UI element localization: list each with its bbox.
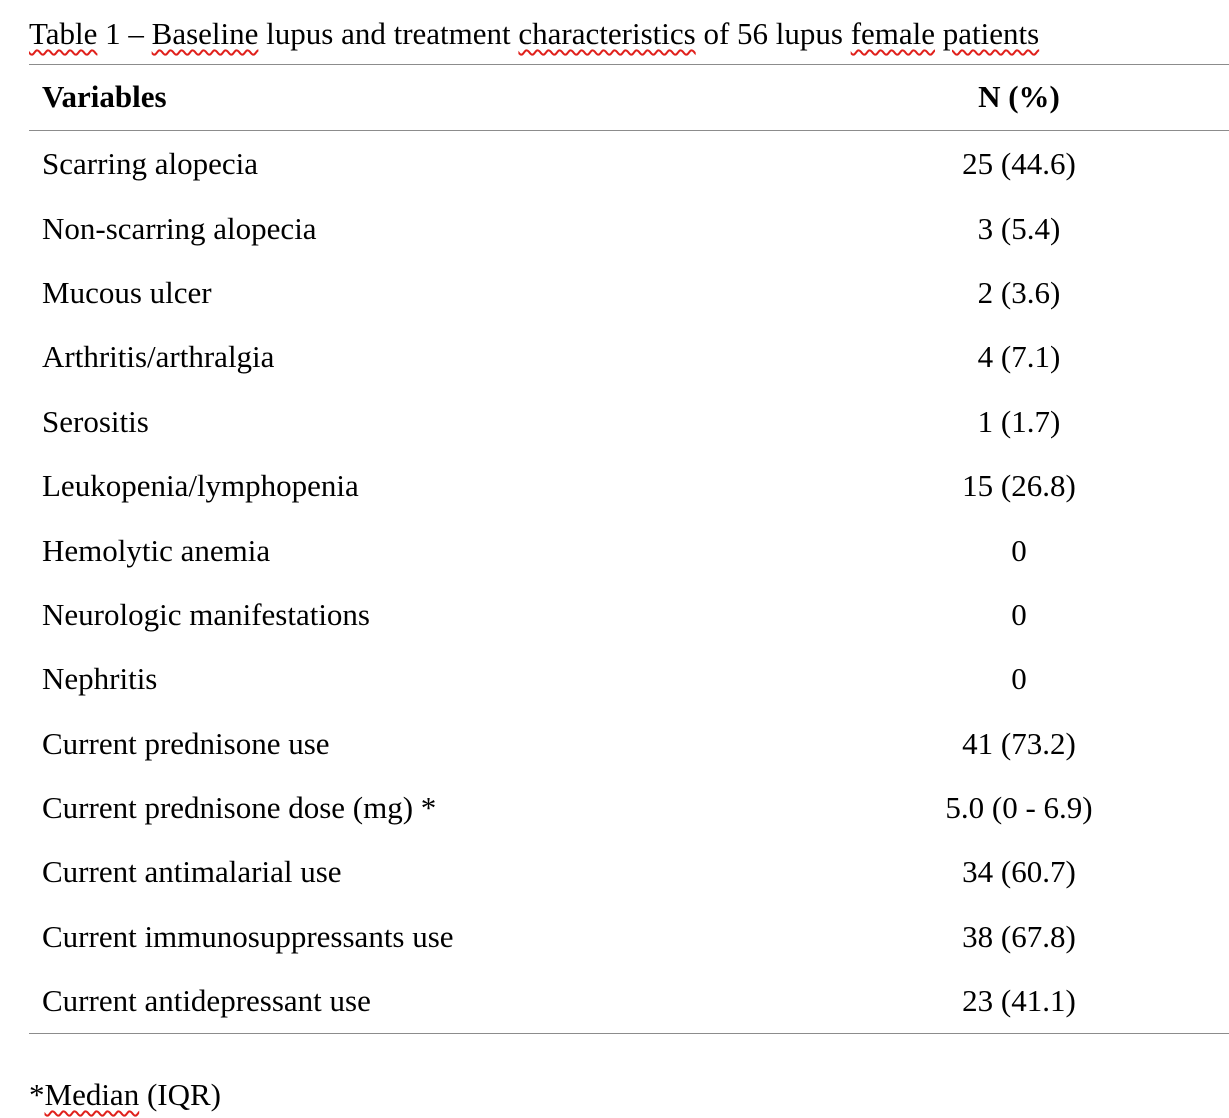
row-label: Scarring alopecia <box>42 146 259 182</box>
table-row <box>29 454 1229 518</box>
table-footnote <box>29 1075 221 1115</box>
row-label: Current antimalarial use <box>42 854 342 890</box>
table-row <box>29 905 1229 969</box>
table-top-rule <box>29 64 1229 65</box>
row-value: 15 (26.8) <box>962 468 1076 504</box>
row-label: Mucous ulcer <box>42 274 212 310</box>
caption-word-baseline: Baseline <box>151 16 259 51</box>
table-row <box>29 518 1229 582</box>
table-row <box>29 969 1229 1033</box>
table-row <box>29 712 1229 776</box>
row-label: Serositis <box>42 403 149 439</box>
table-row <box>29 196 1229 260</box>
header-n-percent: N (%) <box>978 79 1060 114</box>
table-caption <box>29 14 1039 54</box>
row-value: 0 <box>1011 532 1027 568</box>
row-label: Current antidepressant use <box>42 983 371 1019</box>
table-row <box>29 776 1229 840</box>
row-label: Current immunosuppressants use <box>42 918 454 954</box>
table-row <box>29 840 1229 904</box>
row-value: 38 (67.8) <box>962 918 1076 954</box>
table-row <box>29 132 1229 196</box>
table-row <box>29 647 1229 711</box>
table-row <box>29 325 1229 389</box>
row-value: 34 (60.7) <box>962 854 1076 890</box>
row-value: 1 (1.7) <box>977 403 1061 439</box>
caption-text-part3: of 56 lupus <box>695 16 851 51</box>
row-value: 41 (73.2) <box>962 725 1076 761</box>
table-row <box>29 390 1229 454</box>
row-label: Nephritis <box>42 661 158 697</box>
caption-word-female: female <box>850 16 936 51</box>
row-label: Neurologic manifestations <box>42 596 370 632</box>
row-label: Arthritis/arthralgia <box>42 339 275 375</box>
footnote-word-median: Median <box>44 1077 140 1112</box>
row-value: 25 (44.6) <box>962 146 1076 182</box>
row-label: Leukopenia/lymphopenia <box>42 468 359 504</box>
table-row <box>29 261 1229 325</box>
caption-text-part4 <box>935 16 943 51</box>
row-label: Current prednisone use <box>42 725 330 761</box>
row-label: Non-scarring alopecia <box>42 210 317 246</box>
caption-word-table: Table <box>29 16 98 51</box>
row-label: Hemolytic anemia <box>42 532 271 568</box>
footnote-rest: (IQR) <box>139 1077 221 1112</box>
table-bottom-rule <box>29 1033 1229 1034</box>
row-value: 23 (41.1) <box>962 983 1076 1019</box>
row-value: 2 (3.6) <box>977 274 1061 310</box>
table-header-row <box>29 66 1229 128</box>
caption-text-part1: 1 – <box>97 16 152 51</box>
row-value: 3 (5.4) <box>977 210 1061 246</box>
caption-text-part2: lupus and treatment <box>258 16 519 51</box>
caption-word-characteristics: characteristics <box>518 16 696 51</box>
table-header-rule <box>29 130 1229 131</box>
row-value: 5.0 (0 - 6.9) <box>945 790 1093 826</box>
row-label: Current prednisone dose (mg) * <box>42 790 437 826</box>
header-variables: Variables <box>42 79 167 114</box>
row-value: 0 <box>1011 661 1027 697</box>
footnote-star: * <box>29 1077 45 1112</box>
row-value: 4 (7.1) <box>977 339 1061 375</box>
caption-word-patients: patients <box>942 16 1040 51</box>
table-row <box>29 583 1229 647</box>
row-value: 0 <box>1011 596 1027 632</box>
table-body <box>0 132 1229 1033</box>
